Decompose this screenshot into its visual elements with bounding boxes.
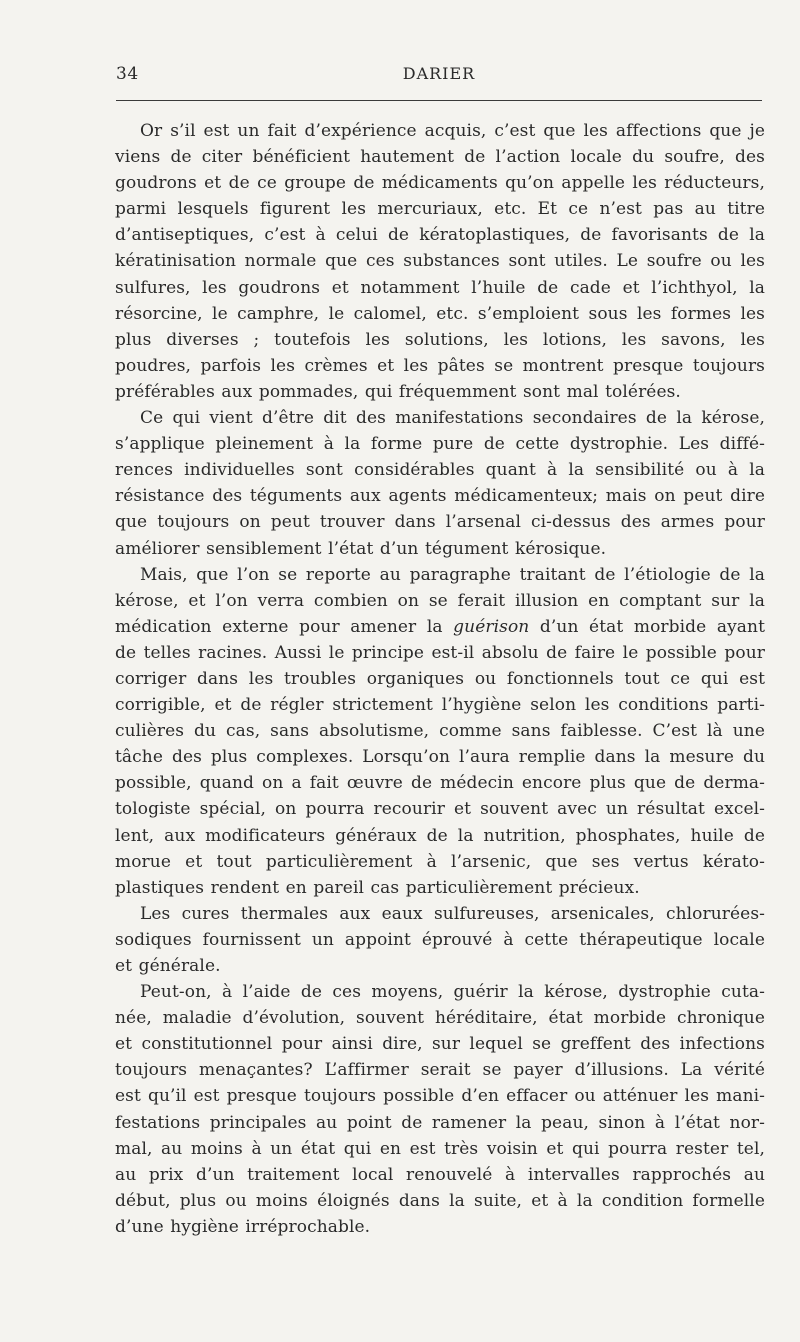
text-line: s’applique pleinement à la forme pure de cette dystrophie. Les diffé- xyxy=(115,434,765,455)
text-line: tologiste spécial, on pourra recourir et souvent avec un résultat excel- xyxy=(115,799,765,820)
text-line: mal, au moins à un état qui en est très voisin et qui pourra rester tel, xyxy=(115,1138,765,1159)
text-line: Mais, que l’on se reporte au paragraphe traitant de l’étiologie de la xyxy=(140,564,765,585)
text-line: et constitutionnel pour ainsi dire, sur lequel se greffent des infections xyxy=(115,1034,765,1055)
text-line: culières du cas, sans absolutisme, comme sans faiblesse. C’est là une xyxy=(115,721,765,742)
paragraph-4 xyxy=(115,901,765,979)
text-line: résistance des téguments aux agents médicamenteux; mais on peut dire xyxy=(115,486,765,507)
text-line: goudrons et de ce groupe de médicaments qu’on appelle les réducteurs, xyxy=(115,173,765,194)
text-line: toujours menaçantes? L’affirmer serait se payer d’illusions. La vérité xyxy=(115,1060,765,1081)
text-line: d’une hygiène irréprochable. xyxy=(115,1216,371,1237)
body-text xyxy=(115,118,765,1240)
text-line: et générale. xyxy=(115,956,221,976)
text-line: kérose, et l’on verra combien on se ferait illusion en comptant sur la xyxy=(115,590,765,611)
paragraph-1 xyxy=(115,118,765,405)
text-line: morue et tout particulièrement à l’arsenic, que ses vertus kérato- xyxy=(115,851,765,872)
paragraph-2 xyxy=(115,405,765,562)
paragraph-5 xyxy=(115,979,765,1240)
text-line: d’antiseptiques, c’est à celui de kératoplastiques, de favorisants de la xyxy=(115,225,765,246)
page-number: 34 xyxy=(116,64,139,84)
text-line: résorcine, le camphre, le calomel, etc. s’emploient sous les formes les xyxy=(115,303,765,324)
text-line: lent, aux modificateurs généraux de la nutrition, phosphates, huile de xyxy=(115,825,765,846)
text-line: de telles racines. Aussi le principe est-il absolu de faire le possible pour xyxy=(115,642,765,663)
paragraph-3 xyxy=(115,562,765,901)
text-line: viens de citer bénéficient hautement de l’action locale du soufre, des xyxy=(115,147,765,168)
text-line: festations principales au point de ramener la peau, sinon à l’état nor- xyxy=(115,1112,765,1133)
text-line: corrigible, et de régler strictement l’hygiène selon les conditions parti- xyxy=(115,695,765,716)
text-line: sodiques fournissent un appoint éprouvé à cette thérapeutique locale xyxy=(115,929,765,950)
text-line: sulfures, les goudrons et notamment l’huile de cade et l’ichthyol, la xyxy=(115,277,765,298)
text-line: née, maladie d’évolution, souvent héréditaire, état morbide chronique xyxy=(115,1008,765,1029)
text-line: plus diverses ; toutefois les solutions, les lotions, les savons, les xyxy=(115,329,765,350)
text-line-with-italic xyxy=(115,614,765,640)
text-line: tâche des plus complexes. Lorsqu’on l’aura remplie dans la mesure du xyxy=(115,747,765,768)
text-line: possible, quand on a fait œuvre de médecin encore plus que de derma- xyxy=(115,773,765,794)
text-line: poudres, parfois les crèmes et les pâtes se montrent presque toujours xyxy=(115,355,765,376)
text-line: plastiques rendent en pareil cas particulièrement précieux. xyxy=(115,877,640,898)
text-line: début, plus ou moins éloignés dans la suite, et à la condition formelle xyxy=(115,1190,765,1211)
text-segment: d’un état morbide ayant xyxy=(539,616,765,637)
text-line: kératinisation normale que ces substances sont utiles. Le soufre ou les xyxy=(115,251,765,272)
text-line: Or s’il est un fait d’expérience acquis, c’est que les affections que je xyxy=(140,121,765,141)
text-line: Les cures thermales aux eaux sulfureuses, arsenicales, chlorurées- xyxy=(140,903,765,924)
text-line: parmi lesquels figurent les mercuriaux, etc. Et ce n’est pas au titre xyxy=(115,199,765,220)
text-line: préférables aux pommades, qui fréquemment sont mal tolérées. xyxy=(115,381,681,402)
text-segment: médication externe pour amener la xyxy=(115,616,443,637)
text-line: Peut-on, à l’aide de ces moyens, guérir la kérose, dystrophie cuta- xyxy=(140,982,765,1003)
text-line: que toujours on peut trouver dans l’arsenal ci-dessus des armes pour xyxy=(115,512,765,533)
header-rule xyxy=(116,100,762,101)
running-head: DARIER xyxy=(402,64,476,83)
text-line: au prix d’un traitement local renouvelé à intervalles rapprochés au xyxy=(115,1164,765,1185)
text-line: est qu’il est presque toujours possible d’en effacer ou atténuer les mani- xyxy=(115,1086,765,1107)
text-line: rences individuelles sont considérables quant à la sensibilité ou à la xyxy=(115,460,765,481)
text-line: Ce qui vient d’être dit des manifestations secondaires de la kérose, xyxy=(140,408,765,429)
italic-word: guérison xyxy=(453,616,530,637)
text-line: corriger dans les troubles organiques ou fonctionnels tout ce qui est xyxy=(115,668,765,689)
text-line: améliorer sensiblement l’état d’un tégument kérosique. xyxy=(115,538,607,559)
page-header xyxy=(116,64,762,90)
